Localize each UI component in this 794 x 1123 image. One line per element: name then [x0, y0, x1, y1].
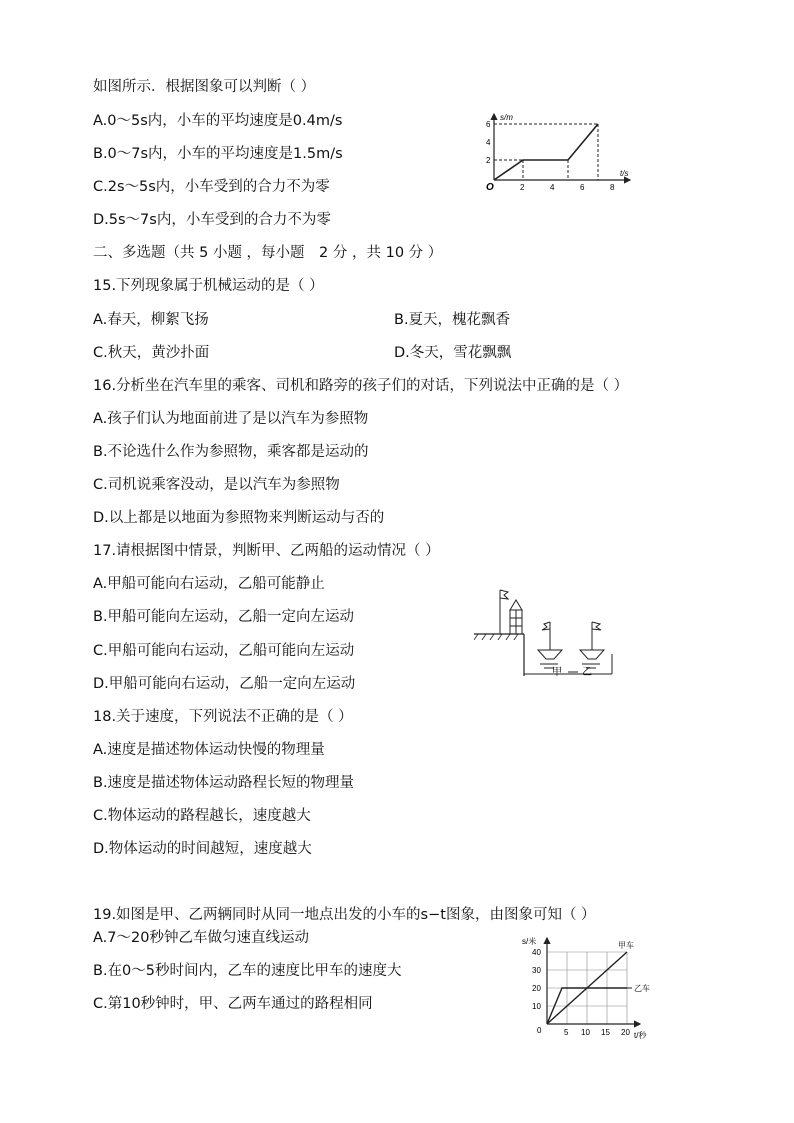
q19-y-axis-label: s/米 — [522, 937, 537, 946]
q15-option-a: A.春天，柳絮飞扬 — [93, 312, 209, 328]
q19-y-tick: 10 — [532, 1002, 541, 1011]
q19-x-axis-label: t/秒 — [634, 1031, 647, 1040]
q14-y-tick: 4 — [486, 138, 491, 147]
q14-option-c: C.2s～5s内，小车受到的合力不为零 — [93, 179, 330, 195]
q14-y-tick: 6 — [486, 120, 491, 129]
q14-stem: 如图所示．根据图象可以判断（ ） — [93, 79, 316, 95]
q17-option-b: B.甲船可能向左运动，乙船一定向左运动 — [93, 609, 355, 625]
q16-option-a: A.孩子们认为地面前进了是以汽车为参照物 — [93, 411, 369, 427]
q14-x-tick: 8 — [610, 183, 615, 192]
q16-option-d: D.以上都是以地面为参照物来判断运动与否的 — [93, 510, 385, 526]
q19-x-tick: 5 — [564, 1028, 569, 1037]
q19-origin-label: 0 — [537, 1026, 542, 1035]
q18-stem: 18.关于速度，下列说法不正确的是（ ） — [93, 709, 353, 725]
q19-option-a: A.7～20秒钟乙车做匀速直线运动 — [93, 930, 309, 946]
q16-option-c: C.司机说乘客没动，是以汽车为参照物 — [93, 477, 340, 493]
q14-origin-label: O — [486, 182, 494, 193]
boat-a-icon — [538, 622, 562, 668]
q17-stem: 17.请根据图中情景，判断甲、乙两船的运动情况（ ） — [93, 543, 440, 559]
q14-x-tick: 6 — [580, 183, 585, 192]
q19-option-c: C.第10秒钟时，甲、乙两车通过的路程相同 — [93, 996, 373, 1012]
q15-option-c: C.秋天，黄沙扑面 — [93, 345, 210, 361]
q19-option-b: B.在0～5秒时间内，乙车的速度比甲车的速度大 — [93, 963, 402, 979]
q14-x-tick: 4 — [550, 183, 555, 192]
q19-y-tick: 20 — [532, 984, 541, 993]
series-jia-label: 甲车 — [618, 941, 634, 950]
series-yi-label: 乙车 — [634, 984, 650, 993]
q18-option-a: A.速度是描述物体运动快慢的物理量 — [93, 742, 325, 758]
q15-stem: 15.下列现象属于机械运动的是（ ） — [93, 278, 324, 294]
q19-x-tick: 10 — [581, 1028, 590, 1037]
q14-y-tick: 2 — [486, 156, 491, 165]
q19-x-tick: 15 — [601, 1028, 610, 1037]
q18-option-d: D.物体运动的时间越短，速度越大 — [93, 841, 312, 857]
q16-stem: 16.分析坐在汽车里的乘客、司机和路旁的孩子们的对话，下列说法中正确的是（ ） — [93, 378, 629, 394]
q18-option-c: C.物体运动的路程越长，速度越大 — [93, 808, 311, 824]
q19-y-tick: 40 — [532, 948, 541, 957]
q14-x-axis-label: t/s — [620, 169, 629, 178]
q17-option-d: D.甲船可能向右运动，乙船一定向左运动 — [93, 676, 356, 692]
shore-flag-icon — [500, 590, 508, 634]
q19-y-tick: 30 — [532, 966, 541, 975]
q14-y-axis-label: s/m — [500, 113, 513, 122]
boat-b-label: 乙 — [582, 667, 592, 676]
q17-option-c: C.甲船可能向右运动，乙船可能向左运动 — [93, 643, 355, 659]
q14-option-d: D.5s～7s内，小车受到的合力不为零 — [93, 212, 331, 228]
q15-option-b: B.夏天，槐花飘香 — [394, 312, 511, 328]
q19-stem: 19.如图是甲、乙两辆同时从同一地点出发的小车的s−t图象，由图象可知（ ） — [93, 907, 596, 923]
q14-option-b: B.0～7s内，小车的平均速度是1.5m/s — [93, 146, 343, 162]
q16-option-b: B.不论选什么作为参照物，乘客都是运动的 — [93, 444, 369, 460]
boat-b-icon — [580, 622, 604, 668]
q14-x-tick: 2 — [520, 183, 525, 192]
q17-boats-figure — [474, 584, 614, 676]
q19-x-tick: 20 — [621, 1028, 630, 1037]
q19-st-graph — [520, 934, 660, 1042]
q14-graph-line — [494, 124, 598, 180]
q15-option-d: D.冬天，雪花飘飘 — [394, 345, 512, 361]
q18-option-b: B.速度是描述物体运动路程长短的物理量 — [93, 775, 355, 791]
q14-st-graph — [480, 108, 640, 196]
boat-a-label: 甲 — [552, 667, 562, 676]
tower — [510, 600, 522, 634]
section-heading: 二、多选题（共 5 小题 ，每小题 2 分 ，共 10 分 ） — [93, 245, 443, 261]
q17-option-a: A.甲船可能向右运动，乙船可能静止 — [93, 576, 325, 592]
q14-option-a: A.0～5s内，小车的平均速度是0.4m/s — [93, 113, 343, 129]
